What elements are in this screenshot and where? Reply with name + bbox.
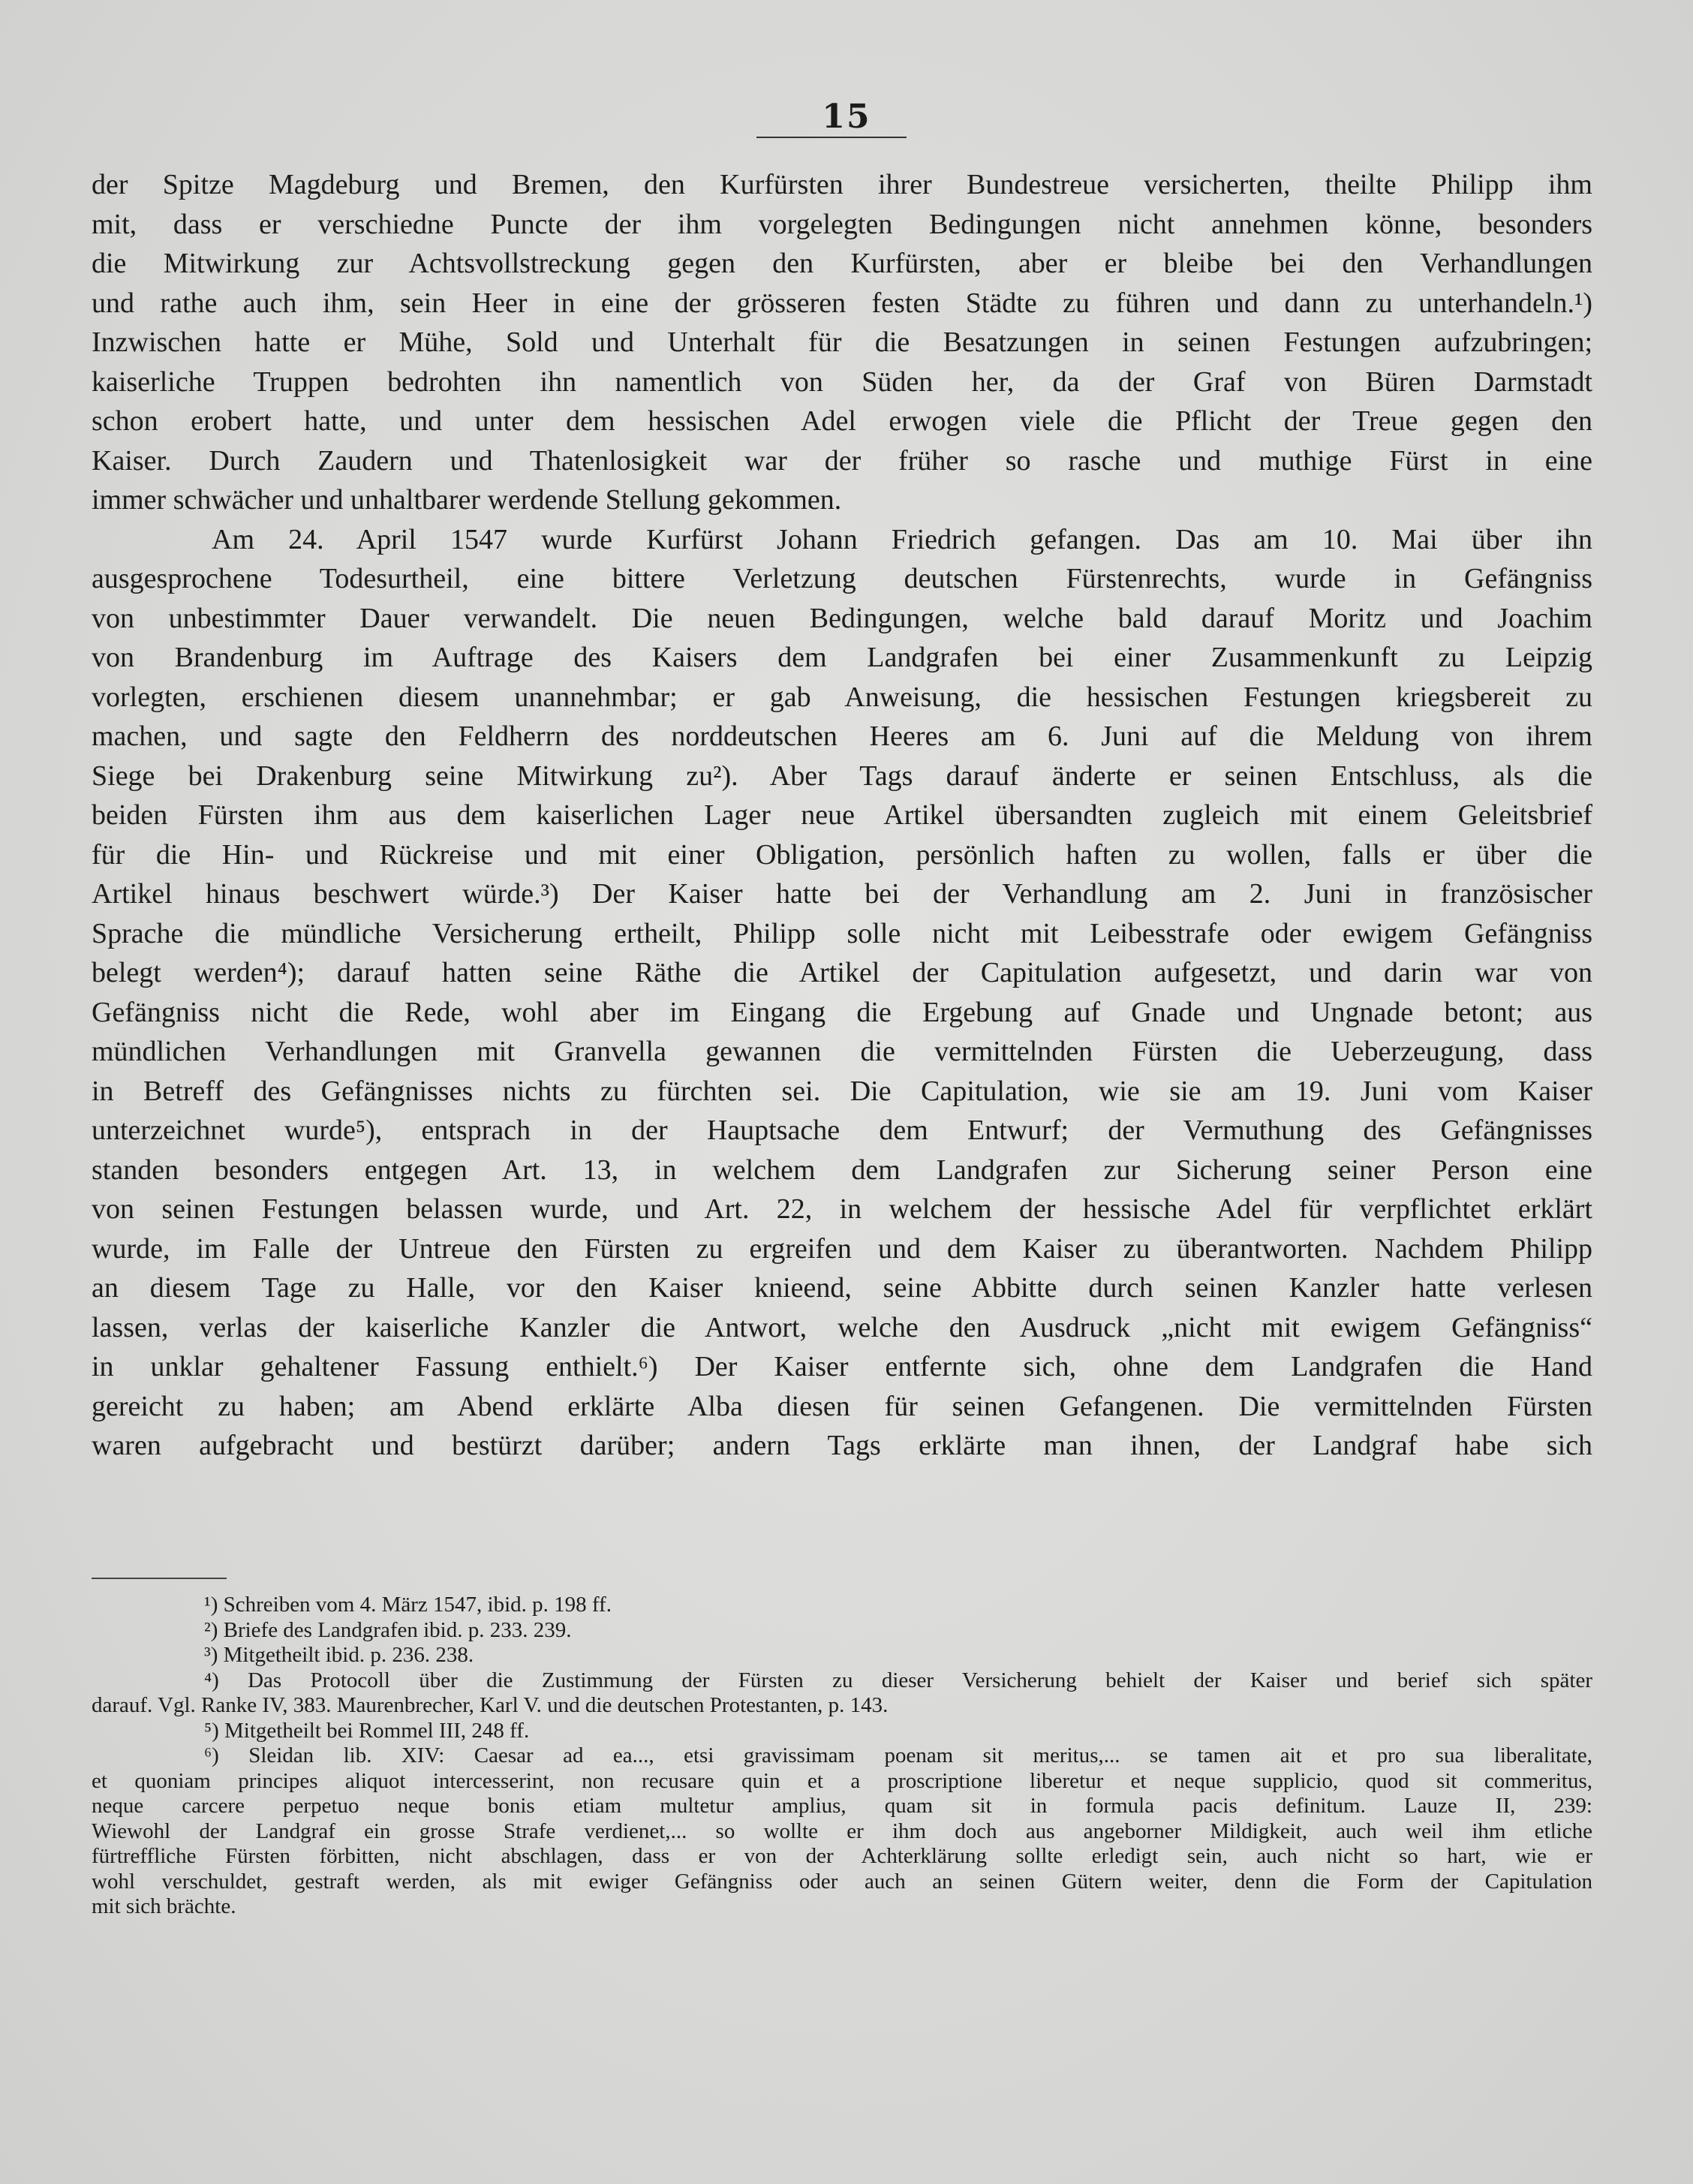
body-line: mündlichen Verhandlungen mit Granvella gewannen die vermittelnden Fürsten die Ueberzeugung, dass <box>92 1036 1592 1067</box>
body-line: Gefängniss nicht die Rede, wohl aber im Eingang die Ergebung auf Gnade und Ungnade betont; aus <box>92 996 1592 1028</box>
body-line: lassen, verlas der kaiserliche Kanzler die Antwort, welche den Ausdruck „nicht mit ewigem Gefängniss“ <box>92 1311 1592 1343</box>
footnote-line: mit sich brächte. <box>92 1894 236 1918</box>
page-number-rule <box>756 137 907 138</box>
body-line: Kaiser. Durch Zaudern und Thatenlosigkeit war der früher so rasche und muthige Fürst in eine <box>92 444 1592 477</box>
body-line: beiden Fürsten ihm aus dem kaiserlichen Lager neue Artikel übersandten zugleich mit einem Geleitsbrief <box>92 799 1592 831</box>
body-line: die Mitwirkung zur Achtsvollstreckung gegen den Kurfürsten, aber er bleibe bei den Verhandlungen <box>92 248 1592 279</box>
body-line: Inzwischen hatte er Mühe, Sold und Unterhalt für die Besatzungen in seinen Festungen aufzubringen; <box>92 326 1592 358</box>
footnote-line: ⁶) Sleidan lib. XIV: Caesar ad ea..., etsi gravissimam poenam sit meritus,... se tamen ait et pro sua liberalitate, <box>204 1743 1592 1767</box>
body-line: Sprache die mündliche Versicherung ertheilt, Philipp solle nicht mit Leibesstrafe oder ewigem Gefängniss <box>92 917 1592 949</box>
footnotes <box>92 1593 1592 1920</box>
body-line: unterzeichnet wurde⁵), entsprach in der Hauptsache dem Entwurf; der Vermuthung des Gefängnisses <box>92 1115 1592 1146</box>
body-line: Am 24. April 1547 wurde Kurfürst Johann Friedrich gefangen. Das am 10. Mai über ihn <box>212 523 1592 555</box>
body-line: waren aufgebracht und bestürzt darüber; andern Tags erklärte man ihnen, der Landgraf habe sich <box>92 1430 1592 1461</box>
footnote-line: ³) Mitgetheilt ibid. p. 236. 238. <box>204 1643 474 1667</box>
body-line: kaiserliche Truppen bedrohten ihn namentlich von Süden her, da der Graf von Büren Darmstadt <box>92 366 1592 398</box>
body-line: vorlegten, erschienen diesem unannehmbar; er gab Anweisung, die hessischen Festungen kriegsbereit zu <box>92 681 1592 713</box>
body-line: schon erobert hatte, und unter dem hessischen Adel erwogen viele die Pflicht der Treue gegen den <box>92 405 1592 437</box>
body-line: an diesem Tage zu Halle, vor den Kaiser knieend, seine Abbitte durch seinen Kanzler hatte verlesen <box>92 1272 1592 1304</box>
footnote-line: ⁴) Das Protocoll über die Zustimmung der Fürsten zu dieser Versicherung behielt der Kaiser und berief sich später <box>204 1668 1592 1692</box>
footnote-line: ¹) Schreiben vom 4. März 1547, ibid. p. 198 ff. <box>204 1593 612 1617</box>
body-line: in Betreff des Gefängnisses nichts zu fürchten sei. Die Capitulation, wie sie am 19. Juni vom Kaiser <box>92 1075 1592 1107</box>
body-line: für die Hin- und Rückreise und mit einer Obligation, persönlich haften zu wollen, falls er über die <box>92 838 1592 871</box>
footnote-line: fürtreffliche Fürsten förbitten, nicht abschlagen, dass er von der Achterklärung sollte erledigt sein, auch nicht so hart, wie er <box>92 1844 1592 1868</box>
body-line: wurde, im Falle der Untreue den Fürsten zu ergreifen und dem Kaiser zu überantworten. Nachdem Philipp <box>92 1232 1592 1265</box>
body-line: ausgesprochene Todesurtheil, eine bittere Verletzung deutschen Fürstenrechts, wurde in Gefängniss <box>92 563 1592 594</box>
body-line: Artikel hinaus beschwert würde.³) Der Kaiser hatte bei der Verhandlung am 2. Juni in französischer <box>92 878 1592 910</box>
body-line: und rathe auch ihm, sein Heer in eine der grösseren festen Städte zu führen und dann zu unterhandeln.¹) <box>92 287 1592 319</box>
footnote-line: Wiewohl der Landgraf ein grosse Strafe verdienet,... so wollte er ihm doch aus angeborner Mildigkeit, auch weil ihm etliche <box>92 1818 1592 1843</box>
body-line: machen, und sagte den Feldherrn des norddeutschen Heeres am 6. Juni auf die Meldung von ihrem <box>92 720 1592 752</box>
footnote-line: ⁵) Mitgetheilt bei Rommel III, 248 ff. <box>204 1718 530 1743</box>
body-line: gereicht zu haben; am Abend erklärte Alba diesen für seinen Gefangenen. Die vermittelnden Fürsten <box>92 1390 1592 1422</box>
footnote-line: ²) Briefe des Landgrafen ibid. p. 233. 239. <box>204 1617 572 1642</box>
body-line: von Brandenburg im Auftrage des Kaisers dem Landgrafen bei einer Zusammenkunft zu Leipzig <box>92 642 1592 673</box>
body-line: standen besonders entgegen Art. 13, in welchem dem Landgrafen zur Sicherung seiner Person eine <box>92 1154 1592 1186</box>
body-line: mit, dass er verschiedne Puncte der ihm vorgelegten Bedingungen nicht annehmen könne, besonders <box>92 208 1592 240</box>
body-line: von unbestimmter Dauer verwandelt. Die neuen Bedingungen, welche bald darauf Moritz und Joachim <box>92 602 1592 634</box>
footnote-line: wohl verschuldet, gestraft werden, als mit ewiger Gefängniss oder auch an seinen Gütern weiter, denn die Form der Capitulation <box>92 1869 1592 1894</box>
body-line: belegt werden⁴); darauf hatten seine Räthe die Artikel der Capitulation aufgesetzt, und darin war von <box>92 957 1592 988</box>
body-line: immer schwächer und unhaltbarer werdende Stellung gekommen. <box>92 484 842 516</box>
body-text <box>92 165 1592 1466</box>
body-line: von seinen Festungen belassen wurde, und Art. 22, in welchem der hessische Adel für verpflichtet erklärt <box>92 1193 1592 1225</box>
body-line: in unklar gehaltener Fassung enthielt.⁶) Der Kaiser entfernte sich, ohne dem Landgrafen die Hand <box>92 1351 1592 1382</box>
page-number: 15 <box>822 98 871 136</box>
footnote-line: darauf. Vgl. Ranke IV, 383. Maurenbrecher, Karl V. und die deutschen Protestanten, p. 143. <box>92 1693 889 1717</box>
footnote-line: neque carcere perpetuo neque bonis etiam multetur amplius, quam sit in formula pacis definitum. Lauze II, 239: <box>92 1794 1592 1818</box>
footnote-line: et quoniam principes aliquot intercesserint, non recusare quin et a proscriptione liberetur et neque supplicio, quod sit commeritus, <box>92 1768 1592 1793</box>
body-line: Siege bei Drakenburg seine Mitwirkung zu²). Aber Tags darauf änderte er seinen Entschluss, als die <box>92 760 1592 792</box>
footnote-rule <box>92 1578 227 1579</box>
body-line: der Spitze Magdeburg und Bremen, den Kurfürsten ihrer Bundestreue versicherten, theilte Philipp ihm <box>92 169 1592 200</box>
